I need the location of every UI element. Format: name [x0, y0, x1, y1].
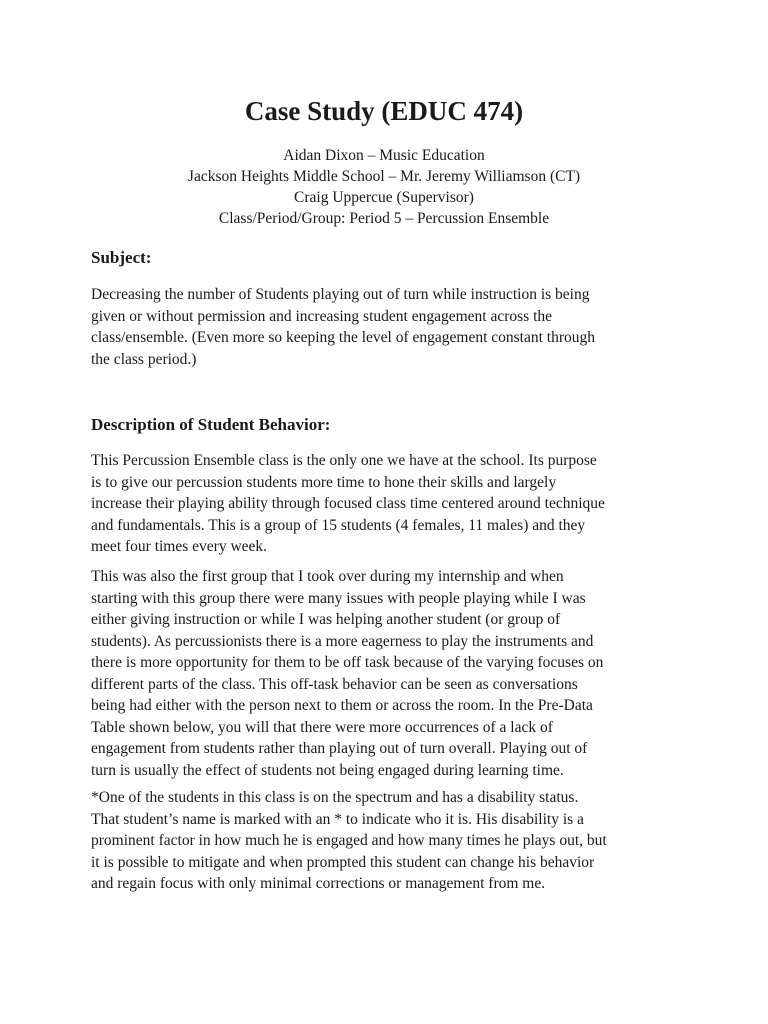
section-heading-subject: Subject:: [91, 248, 152, 267]
text-line: being had either with the person next to them or across the room. In the Pre-Data: [91, 697, 593, 714]
text-line: it is possible to mitigate and when prompted this student can change his behavior: [91, 853, 595, 871]
text-line: turn is usually the effect of students not being engaged during learning time.: [91, 761, 564, 779]
document-meta: [0, 145, 768, 229]
description-paragraph-2: [91, 566, 691, 781]
description-paragraph-1: [91, 450, 691, 558]
text-line: meet four times every week.: [91, 538, 268, 555]
meta-supervisor: Craig Uppercue (Supervisor): [294, 189, 474, 206]
text-line: students). As percussionists there is a more eagerness to play the instruments and: [91, 632, 594, 650]
text-line: That student’s name is marked with an * to indicate who it is. His disability is a: [91, 810, 584, 828]
text-line: the class period.): [91, 350, 197, 368]
text-line: given or without permission and increasing student engagement across the: [91, 307, 553, 325]
document-title: Case Study (EDUC 474): [244, 96, 524, 126]
subject-paragraph: [91, 284, 691, 370]
text-line: This Percussion Ensemble class is the only one we have at the school. Its purpose: [91, 452, 597, 469]
text-line: and regain focus with only minimal corrections or management from me.: [91, 875, 546, 892]
text-line: Table shown below, you will that there were more occurrences of a lack of: [91, 718, 553, 736]
text-line: Decreasing the number of Students playing out of turn while instruction is being: [91, 286, 590, 303]
text-line: starting with this group there were many issues with people playing while I was: [91, 589, 586, 607]
text-line: there is more opportunity for them to be off task because of the varying focuses on: [91, 654, 604, 671]
text-line: different parts of the class. This off-task behavior can be seen as conversations: [91, 675, 578, 693]
meta-class: Class/Period/Group: Period 5 – Percussion Ensemble: [218, 210, 550, 227]
text-line: prominent factor in how much he is engaged and how many times he plays out, but: [91, 832, 607, 849]
text-line: either giving instruction or while I was helping another student (or group of: [91, 611, 561, 628]
text-line: class/ensemble. (Even more so keeping the level of engagement constant through: [91, 329, 596, 346]
description-paragraph-3: [91, 787, 691, 895]
meta-school: Jackson Heights Middle School – Mr. Jeremy Williamson (CT): [187, 168, 581, 185]
text-line: increase their playing ability through focused class time centered around technique: [91, 495, 605, 512]
meta-author: Aidan Dixon – Music Education: [283, 147, 485, 164]
text-line: *One of the students in this class is on the spectrum and has a disability status.: [91, 789, 579, 806]
text-line: is to give our percussion students more time to hone their skills and largely: [91, 473, 557, 491]
section-heading-description: Description of Student Behavior:: [91, 415, 331, 434]
text-line: This was also the first group that I took over during my internship and when: [91, 568, 564, 585]
text-line: engagement from students rather than playing out of turn overall. Playing out of: [91, 740, 588, 757]
text-line: and fundamentals. This is a group of 15 students (4 females, 11 males) and they: [91, 516, 586, 534]
